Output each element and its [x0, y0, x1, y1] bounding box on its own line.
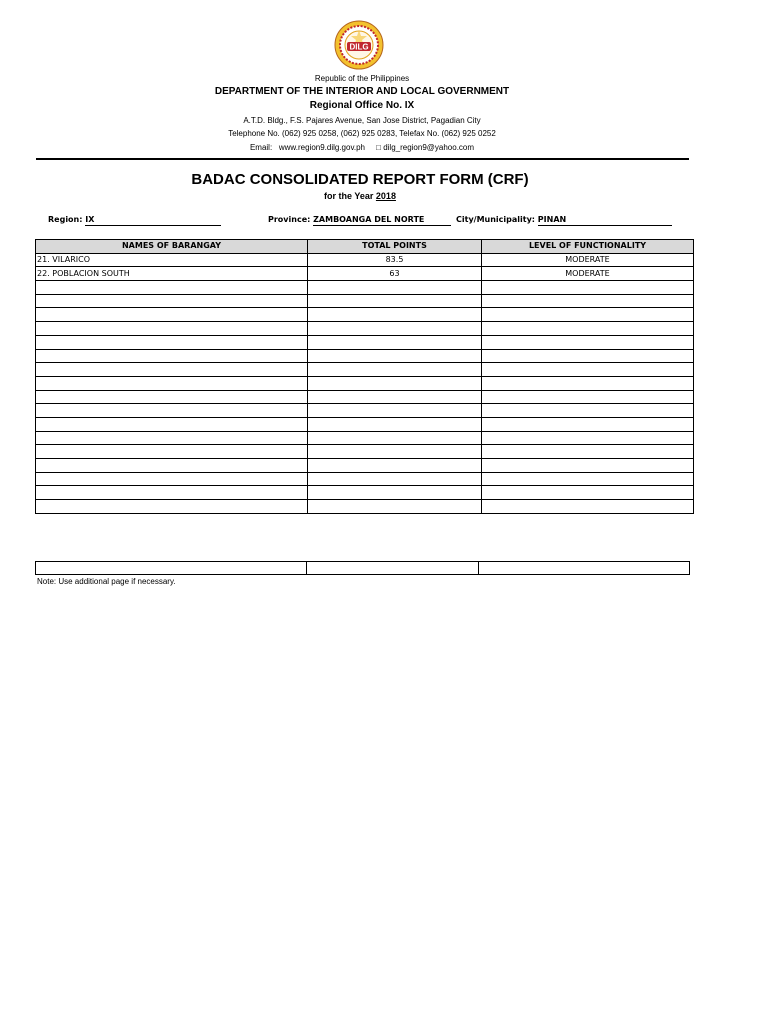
table-row [36, 431, 694, 445]
table-cell [36, 390, 308, 404]
table-cell [36, 431, 308, 445]
table-cell [482, 404, 694, 418]
table-row [36, 486, 694, 500]
table-cell [36, 322, 308, 336]
table-cell [482, 459, 694, 473]
table-row [36, 500, 694, 514]
table-cell [308, 363, 482, 377]
barangay-table [35, 239, 694, 514]
table-row [36, 376, 694, 390]
table-row [36, 472, 694, 486]
table-cell [308, 459, 482, 473]
table-row [36, 390, 694, 404]
table-cell: 83.5 [308, 253, 482, 267]
header-names-of-barangay: NAMES OF BARANGAY [36, 240, 308, 254]
table-cell [482, 445, 694, 459]
table-cell [36, 294, 308, 308]
table-cell [308, 349, 482, 363]
table-cell [36, 281, 308, 295]
table-cell [482, 363, 694, 377]
city-field [456, 215, 672, 226]
table-cell [36, 472, 308, 486]
table-cell [308, 404, 482, 418]
table-cell: 21. VILARICO [36, 253, 308, 267]
region-value: IX [85, 215, 221, 226]
table-cell [308, 431, 482, 445]
office-address: A.T.D. Bldg., F.S. Pajares Avenue, San Jose District, Pagadian City [243, 116, 481, 125]
region-field [48, 215, 221, 226]
province-value: ZAMBOANGA DEL NORTE [313, 215, 451, 226]
table-cell [308, 390, 482, 404]
table-cell [36, 308, 308, 322]
telephone-line: Telephone No. (062) 925 0258, (062) 925 0283, Telefax No. (062) 925 0252 [228, 129, 496, 138]
table-row [36, 404, 694, 418]
table-row [36, 459, 694, 473]
email-address: dilg_region9@yahoo.com [383, 143, 475, 152]
table-row [36, 445, 694, 459]
table-cell [36, 500, 308, 514]
table-row [36, 349, 694, 363]
table-cell [308, 322, 482, 336]
table-row [36, 294, 694, 308]
header-divider [36, 158, 689, 160]
table-cell: MODERATE [482, 253, 694, 267]
table-cell [482, 294, 694, 308]
table-cell [308, 472, 482, 486]
republic-label: Republic of the Philippines [314, 74, 410, 83]
table-cell: 22. POBLACION SOUTH [36, 267, 308, 281]
table-cell [36, 445, 308, 459]
table-row [36, 417, 694, 431]
mail-icon: □ [376, 143, 381, 152]
table-cell [36, 459, 308, 473]
table-cell [308, 417, 482, 431]
table-row [36, 322, 694, 336]
table-cell [36, 486, 308, 500]
table-row [36, 281, 694, 295]
svg-text:DILG: DILG [349, 42, 369, 52]
department-name: DEPARTMENT OF THE INTERIOR AND LOCAL GOVERNMENT [214, 86, 510, 97]
table-footer-row [35, 561, 690, 575]
table-cell [308, 281, 482, 295]
province-field [268, 215, 451, 226]
table-row [36, 335, 694, 349]
table-cell [308, 335, 482, 349]
table-cell [482, 500, 694, 514]
form-title: BADAC CONSOLIDATED REPORT FORM (CRF) [191, 171, 529, 188]
email-label: Email: [249, 143, 273, 152]
footer-cell [306, 562, 479, 575]
table-cell [308, 486, 482, 500]
table-cell [482, 335, 694, 349]
table-cell [308, 500, 482, 514]
regional-office: Regional Office No. IX [309, 100, 415, 111]
province-label: Province: [268, 215, 311, 224]
table-cell [308, 308, 482, 322]
table-cell [482, 376, 694, 390]
table-cell [482, 472, 694, 486]
table-cell [36, 404, 308, 418]
table-cell [36, 349, 308, 363]
table-row [36, 308, 694, 322]
table-cell [482, 349, 694, 363]
form-year [0, 191, 720, 201]
year-label: for the Year [324, 191, 374, 201]
footnote: Note: Use additional page if necessary. [37, 577, 176, 586]
table-cell: MODERATE [482, 267, 694, 281]
table-header-row [36, 240, 694, 254]
table-body [36, 253, 694, 513]
header-level-of-functionality: LEVEL OF FUNCTIONALITY [482, 240, 694, 254]
table-cell [482, 322, 694, 336]
footer-cell [479, 562, 690, 575]
table-row [36, 363, 694, 377]
table-cell [482, 417, 694, 431]
table-cell: 63 [308, 267, 482, 281]
table-cell [36, 417, 308, 431]
region-label: Region: [48, 215, 83, 224]
table-cell [36, 363, 308, 377]
table-row [36, 253, 694, 267]
city-value: PINAN [538, 215, 672, 226]
table-cell [308, 445, 482, 459]
table-cell [482, 308, 694, 322]
header-total-points: TOTAL POINTS [308, 240, 482, 254]
website-link: www.region9.dilg.gov.ph [278, 143, 365, 152]
table-cell [482, 390, 694, 404]
table-cell [308, 294, 482, 308]
table-cell [308, 376, 482, 390]
table-cell [482, 431, 694, 445]
table-cell [36, 376, 308, 390]
email-line [0, 143, 724, 152]
table-cell [482, 486, 694, 500]
year-value: 2018 [375, 191, 396, 201]
table-cell [482, 281, 694, 295]
table-row [36, 267, 694, 281]
dilg-seal-logo [334, 20, 384, 70]
table-cell [36, 335, 308, 349]
city-label: City/Municipality: [456, 215, 535, 224]
footer-cell [36, 562, 307, 575]
